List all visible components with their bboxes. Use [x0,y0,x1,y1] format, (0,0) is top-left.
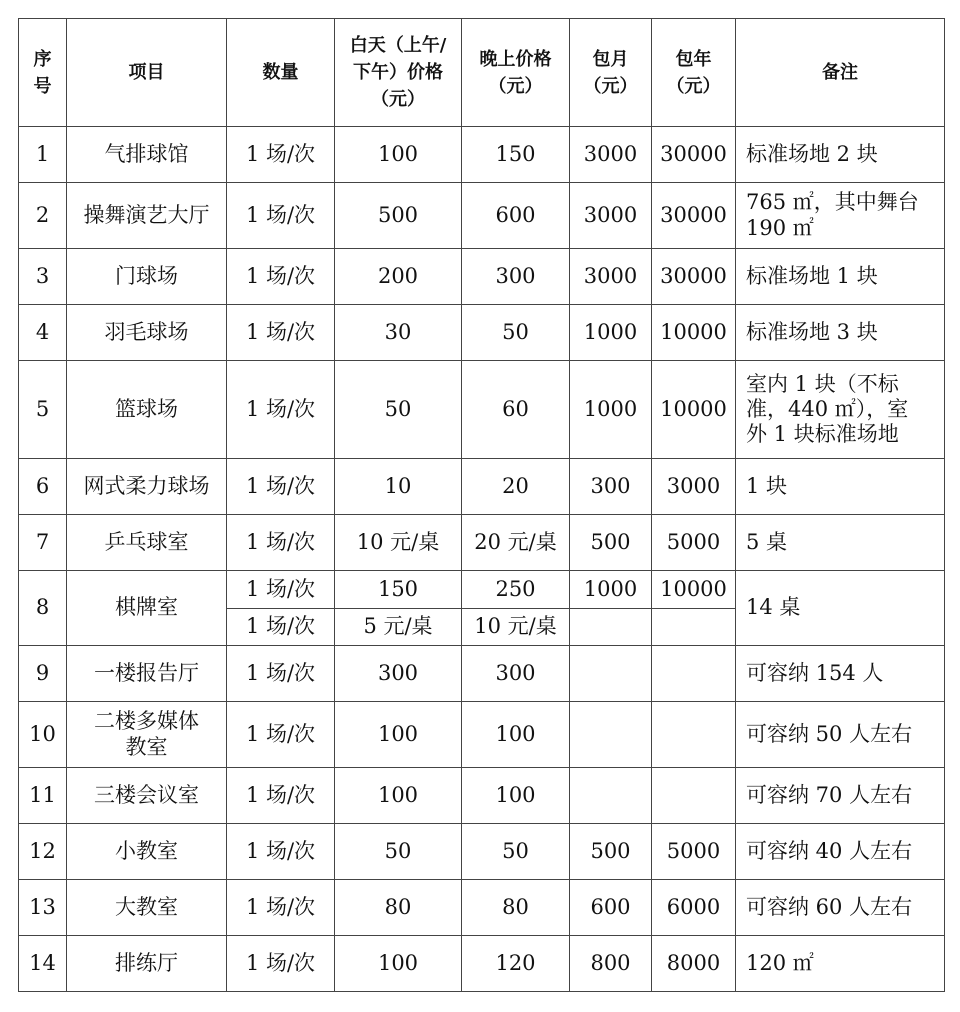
header-night-line: 晚上价格 [479,48,552,70]
table-row [19,183,945,249]
cell-monthly [570,702,652,768]
cell-day-price: 150 [335,571,462,609]
cell-note: 14 桌 [736,571,945,646]
cell-yearly: 30000 [652,249,736,305]
cell-seq: 13 [19,880,67,936]
cell-day-price: 100 [335,702,462,768]
header-day-line: 下午）价格 [353,62,443,83]
cell-item: 门球场 [67,249,227,305]
cell-day-price: 10 [335,459,462,515]
note-line: 室内 1 块（不标 [746,371,899,396]
cell-qty: 1 场/次 [227,824,335,880]
cell-day-price: 200 [335,249,462,305]
cell-note: 标准场地 1 块 [736,249,945,305]
cell-monthly: 500 [570,515,652,571]
cell-day-price: 100 [335,768,462,824]
cell-monthly: 3000 [570,127,652,183]
cell-seq: 1 [19,127,67,183]
table-row [19,571,945,609]
cell-seq: 3 [19,249,67,305]
cell-night-price: 20 元/桌 [462,515,570,571]
cell-qty: 1 场/次 [227,609,335,646]
header-item: 项目 [67,19,227,127]
cell-night-price: 50 [462,824,570,880]
cell-seq: 8 [19,571,67,646]
table-row [19,824,945,880]
header-qty: 数量 [227,19,335,127]
note-line: 外 1 块标准场地 [746,422,899,447]
cell-yearly: 10000 [652,305,736,361]
cell-night-price: 80 [462,880,570,936]
header-seq-line: 序 [33,48,52,70]
cell-qty: 1 场/次 [227,936,335,992]
cell-item: 气排球馆 [67,127,227,183]
cell-qty: 1 场/次 [227,127,335,183]
cell-night-price: 120 [462,936,570,992]
note-line: 准，440 ㎡），室 [746,396,909,421]
cell-monthly: 1000 [570,305,652,361]
table-row [19,305,945,361]
cell-yearly: 3000 [652,459,736,515]
cell-night-price: 10 元/桌 [462,609,570,646]
cell-item: 操舞演艺大厅 [67,183,227,249]
header-night-price [462,19,570,127]
cell-day-price: 100 [335,936,462,992]
cell-item: 一楼报告厅 [67,646,227,702]
cell-day-price: 100 [335,127,462,183]
cell-yearly [652,702,736,768]
cell-note: 可容纳 154 人 [736,646,945,702]
cell-seq: 9 [19,646,67,702]
cell-night-price: 600 [462,183,570,249]
cell-item: 大教室 [67,880,227,936]
cell-yearly [652,646,736,702]
cell-yearly: 30000 [652,183,736,249]
header-day-line: （元） [371,89,425,110]
header-year-line: （元） [666,75,721,97]
cell-monthly: 1000 [570,361,652,459]
note-line: 765 ㎡，其中舞台 [746,190,919,215]
cell-yearly: 8000 [652,936,736,992]
cell-seq: 11 [19,768,67,824]
header-month-line: （元） [583,75,638,97]
header-day-price [335,19,462,127]
cell-item: 排练厅 [67,936,227,992]
cell-monthly: 1000 [570,571,652,609]
table-row [19,702,945,768]
table-row [19,361,945,459]
cell-yearly [652,768,736,824]
table-row [19,249,945,305]
cell-night-price: 300 [462,249,570,305]
table-row [19,515,945,571]
cell-night-price: 50 [462,305,570,361]
cell-note: 1 块 [736,459,945,515]
cell-note: 可容纳 60 人左右 [736,880,945,936]
cell-night-price: 150 [462,127,570,183]
cell-monthly [570,768,652,824]
cell-day-price: 500 [335,183,462,249]
header-seq [19,19,67,127]
cell-qty: 1 场/次 [227,249,335,305]
cell-night-price: 250 [462,571,570,609]
item-line: 二楼多媒体 [94,709,199,734]
cell-note: 标准场地 2 块 [736,127,945,183]
cell-seq: 12 [19,824,67,880]
cell-note: 120 ㎡ [736,936,945,992]
cell-qty: 1 场/次 [227,571,335,609]
header-month-line: 包月 [592,48,629,70]
table-row [19,646,945,702]
cell-qty: 1 场/次 [227,768,335,824]
venue-price-table [18,18,945,992]
cell-qty: 1 场/次 [227,515,335,571]
cell-monthly: 800 [570,936,652,992]
cell-day-price: 10 元/桌 [335,515,462,571]
cell-seq: 14 [19,936,67,992]
header-note: 备注 [736,19,945,127]
cell-note: 可容纳 50 人左右 [736,702,945,768]
cell-day-price: 50 [335,361,462,459]
item-line: 教室 [125,734,168,759]
header-year-line: 包年 [675,48,712,70]
cell-seq: 5 [19,361,67,459]
cell-night-price: 60 [462,361,570,459]
cell-note [736,361,945,459]
cell-night-price: 100 [462,768,570,824]
cell-day-price: 50 [335,824,462,880]
cell-seq: 6 [19,459,67,515]
cell-item: 小教室 [67,824,227,880]
cell-seq: 10 [19,702,67,768]
cell-seq: 7 [19,515,67,571]
table-row [19,880,945,936]
cell-qty: 1 场/次 [227,880,335,936]
cell-monthly [570,609,652,646]
cell-night-price: 300 [462,646,570,702]
cell-monthly: 500 [570,824,652,880]
cell-item [67,702,227,768]
cell-note [736,183,945,249]
cell-note: 标准场地 3 块 [736,305,945,361]
cell-item: 网式柔力球场 [67,459,227,515]
cell-yearly: 10000 [652,571,736,609]
cell-item: 篮球场 [67,361,227,459]
cell-item: 三楼会议室 [67,768,227,824]
header-day-line: 白天（上午/ [349,35,447,56]
cell-qty: 1 场/次 [227,305,335,361]
cell-day-price: 300 [335,646,462,702]
cell-monthly: 600 [570,880,652,936]
cell-yearly: 30000 [652,127,736,183]
header-yearly [652,19,736,127]
cell-qty: 1 场/次 [227,702,335,768]
cell-qty: 1 场/次 [227,459,335,515]
header-night-line: （元） [488,75,543,97]
cell-yearly [652,609,736,646]
cell-note: 可容纳 70 人左右 [736,768,945,824]
cell-seq: 4 [19,305,67,361]
cell-day-price: 5 元/桌 [335,609,462,646]
cell-day-price: 80 [335,880,462,936]
cell-qty: 1 场/次 [227,646,335,702]
cell-day-price: 30 [335,305,462,361]
header-seq-line: 号 [33,75,52,97]
cell-note: 可容纳 40 人左右 [736,824,945,880]
cell-night-price: 100 [462,702,570,768]
header-monthly [570,19,652,127]
cell-monthly: 300 [570,459,652,515]
cell-yearly: 6000 [652,880,736,936]
cell-note: 5 桌 [736,515,945,571]
cell-item: 羽毛球场 [67,305,227,361]
header-row [19,19,945,127]
table-row [19,127,945,183]
cell-yearly: 10000 [652,361,736,459]
cell-qty: 1 场/次 [227,361,335,459]
note-line: 190 ㎡ [746,215,814,240]
cell-qty: 1 场/次 [227,183,335,249]
cell-night-price: 20 [462,459,570,515]
table-row [19,459,945,515]
cell-yearly: 5000 [652,515,736,571]
cell-yearly: 5000 [652,824,736,880]
cell-monthly: 3000 [570,249,652,305]
table-row [19,768,945,824]
cell-item: 棋牌室 [67,571,227,646]
table-row [19,936,945,992]
cell-monthly [570,646,652,702]
cell-item: 乒乓球室 [67,515,227,571]
cell-monthly: 3000 [570,183,652,249]
cell-seq: 2 [19,183,67,249]
